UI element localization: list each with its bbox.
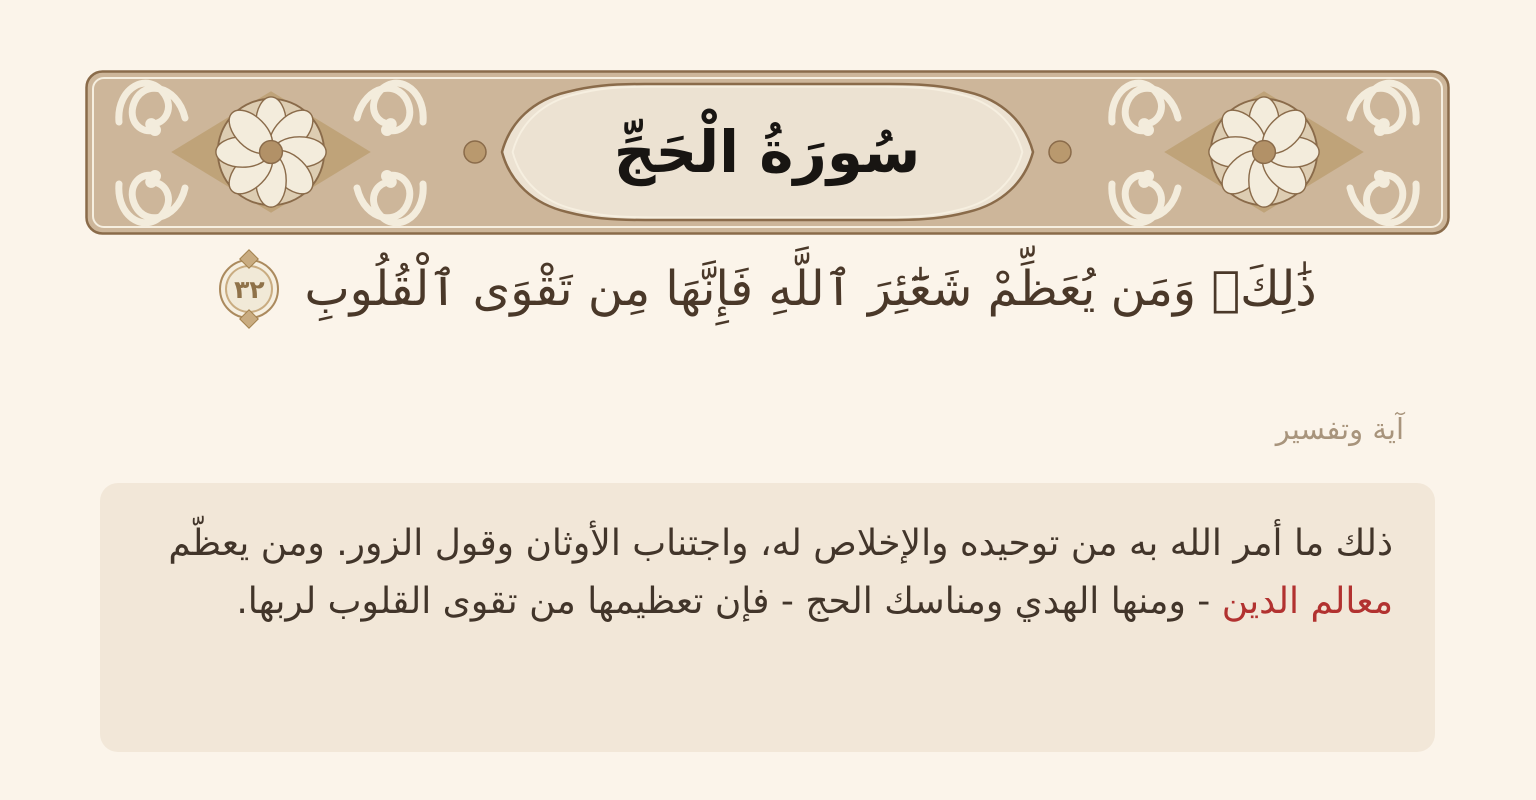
ayah-number-medallion xyxy=(219,259,279,319)
tafsir-text-before: ذلك ما أمر الله به من توحيده والإخلاص له، واجتناب الأوثان وقول الزور. ومن يعظّم xyxy=(168,523,1393,564)
verse-row xyxy=(0,252,1536,326)
section-label-ayah-tafsir: آية وتفسير xyxy=(1275,412,1404,446)
tafsir-card xyxy=(100,483,1435,752)
tafsir-text xyxy=(142,515,1393,630)
surah-title: سُورَةُ الْحَجِّ xyxy=(613,118,921,186)
banner-ornament-graphic xyxy=(85,70,1450,235)
ayah-number: ٣٢ xyxy=(234,274,265,304)
tafsir-highlighted-term: معالم الدين xyxy=(1221,580,1393,622)
surah-title-banner xyxy=(85,70,1450,235)
tafsir-text-after: - ومنها الهدي ومناسك الحج - فإن تعظيمها من تقوى القلوب لربها. xyxy=(236,580,1222,622)
verse-text: ذَٰلِكَۖ وَمَن يُعَظِّمْ شَعَٰٓئِرَ ٱللَّهِ فَإِنَّهَا مِن تَقْوَى ٱلْقُلُوبِ xyxy=(304,261,1317,317)
